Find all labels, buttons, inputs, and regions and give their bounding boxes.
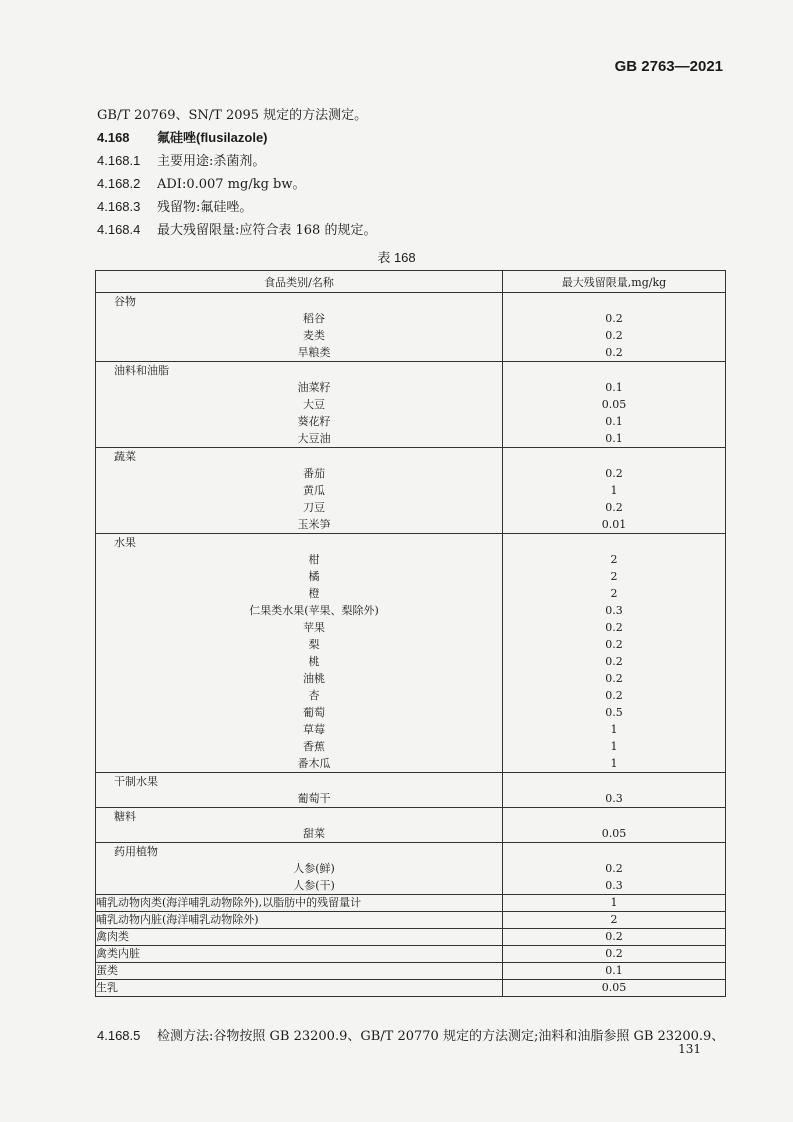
clause-number: 4.168.4 (97, 222, 141, 237)
section-heading (97, 127, 268, 146)
category-name: 糖料 (114, 810, 136, 823)
table-group-row (96, 293, 726, 362)
limit-value: 1 (610, 757, 618, 770)
limit-value: 0.2 (605, 621, 623, 634)
clause-number: 4.168.1 (97, 153, 141, 168)
limit-value: 0.05 (601, 827, 627, 840)
clause-number: 4.168.2 (97, 176, 141, 191)
food-category-cell: 哺乳动物肉类(海洋哺乳动物除外),以脂肪中的残留量计 (96, 895, 503, 912)
limit-value: 0.2 (605, 655, 623, 668)
clause-item (97, 196, 252, 215)
table-row (96, 929, 726, 946)
column-header-limit: 最大残留限量,mg/kg (503, 271, 726, 293)
limit-cell (503, 808, 726, 843)
food-category-cell: 禽类内脏 (96, 946, 503, 963)
limit-value: 1 (610, 740, 618, 753)
limit-value: 0.2 (605, 638, 623, 651)
footer-clause (97, 1025, 724, 1044)
category-name: 水果 (114, 536, 136, 549)
food-item-name: 黄瓜 (303, 484, 325, 497)
food-item-name: 香蕉 (303, 740, 325, 753)
food-item-name: 稻谷 (303, 312, 325, 325)
table-row (96, 980, 726, 997)
limit-value: 2 (503, 912, 726, 929)
table-group-row (96, 843, 726, 895)
food-category-cell (96, 773, 503, 808)
limit-value: 0.1 (503, 963, 726, 980)
limit-value: 0.2 (503, 946, 726, 963)
food-item-name: 番木瓜 (297, 757, 331, 770)
limit-value: 0.3 (605, 879, 623, 892)
category-name: 干制水果 (114, 775, 158, 788)
table-row (96, 912, 726, 929)
limit-value: 0.1 (605, 381, 623, 394)
food-category-cell: 生乳 (96, 980, 503, 997)
food-item-name: 葡萄干 (297, 792, 331, 805)
category-name: 谷物 (114, 295, 136, 308)
clause-text: 残留物:氟硅唑。 (157, 200, 253, 215)
food-category-cell: 禽肉类 (96, 929, 503, 946)
food-item-name: 旱粮类 (297, 346, 331, 359)
food-category-cell (96, 293, 503, 362)
limit-value: 0.2 (605, 672, 623, 685)
table-header-row (96, 271, 726, 293)
limit-value: 0.2 (605, 689, 623, 702)
food-category-cell (96, 534, 503, 773)
limit-value: 0.05 (503, 980, 726, 997)
table-group-row (96, 808, 726, 843)
limit-value: 0.2 (605, 467, 623, 480)
food-item-name: 大豆油 (297, 432, 331, 445)
spacer (503, 293, 725, 310)
page-number: 131 (678, 1042, 701, 1056)
clause-item (97, 173, 306, 192)
limit-cell (503, 293, 726, 362)
food-item-name: 杏 (308, 689, 320, 702)
food-item-name: 橘 (308, 570, 320, 583)
food-category-cell (96, 808, 503, 843)
spacer (503, 362, 725, 379)
spacer (503, 808, 725, 825)
food-item-name: 苹果 (303, 621, 325, 634)
food-item-name: 橙 (308, 587, 320, 600)
table-row (96, 963, 726, 980)
food-item-name: 玉米笋 (297, 518, 331, 531)
food-item-name: 葵花籽 (297, 415, 331, 428)
table-caption: 表 168 (377, 250, 416, 265)
clause-text: 检测方法:谷物按照 GB 23200.9、GB/T 20770 规定的方法测定;油料和油脂参照 GB 23200.9、 (157, 1029, 725, 1044)
limit-cell (503, 843, 726, 895)
category-name: 药用植物 (114, 845, 158, 858)
table-row (96, 895, 726, 912)
limit-value: 1 (610, 723, 618, 736)
food-item-name: 葡萄 (303, 706, 325, 719)
food-item-name: 草莓 (303, 723, 325, 736)
food-item-name: 梨 (308, 638, 320, 651)
limit-value: 0.5 (605, 706, 623, 719)
limit-value: 1 (610, 484, 618, 497)
limit-value: 0.2 (503, 929, 726, 946)
residue-limits-table (95, 270, 726, 997)
food-item-name: 人参(鲜) (293, 862, 335, 875)
table-row (96, 946, 726, 963)
limit-value: 0.2 (605, 862, 623, 875)
food-category-cell (96, 448, 503, 534)
food-item-name: 人参(干) (293, 879, 335, 892)
clause-text: 主要用途:杀菌剂。 (157, 154, 266, 169)
food-item-name: 桃 (308, 655, 320, 668)
limit-cell (503, 773, 726, 808)
limit-value: 2 (610, 570, 618, 583)
limit-value: 0.3 (605, 792, 623, 805)
standard-code: GB 2763—2021 (614, 58, 723, 75)
food-item-name: 番茄 (303, 467, 325, 480)
food-category-cell: 哺乳动物内脏(海洋哺乳动物除外) (96, 912, 503, 929)
limit-value: 0.2 (605, 329, 623, 342)
column-header-food: 食品类别/名称 (96, 271, 503, 293)
limit-value: 0.05 (601, 398, 627, 411)
category-name: 油料和油脂 (114, 364, 169, 377)
food-item-name: 仁果类水果(苹果、梨除外) (249, 604, 379, 617)
category-name: 蔬菜 (114, 450, 136, 463)
limit-value: 0.2 (605, 312, 623, 325)
spacer (503, 843, 725, 860)
table-group-row (96, 534, 726, 773)
food-item-name: 油桃 (303, 672, 325, 685)
limit-value: 2 (610, 553, 618, 566)
limit-value: 0.1 (605, 432, 623, 445)
food-item-name: 麦类 (303, 329, 325, 342)
clause-text: 最大残留限量:应符合表 168 的规定。 (157, 223, 377, 238)
food-item-name: 大豆 (303, 398, 325, 411)
limit-value: 0.01 (601, 518, 627, 531)
food-category-cell (96, 843, 503, 895)
table-body (96, 293, 726, 997)
clause-item (97, 150, 265, 169)
section-number: 4.168 (97, 130, 130, 145)
clause-number: 4.168.3 (97, 199, 141, 214)
intro-line: GB/T 20769、SN/T 2095 规定的方法测定。 (97, 108, 368, 123)
limit-cell (503, 362, 726, 448)
food-item-name: 刀豆 (303, 501, 325, 514)
limit-value: 0.3 (605, 604, 623, 617)
limit-value: 0.1 (605, 415, 623, 428)
table-group-row (96, 448, 726, 534)
limit-value: 0.2 (605, 501, 623, 514)
food-category-cell (96, 362, 503, 448)
clause-text: ADI:0.007 mg/kg bw。 (157, 177, 306, 192)
clause-number: 4.168.5 (97, 1028, 141, 1043)
spacer (503, 534, 725, 551)
limit-value: 1 (503, 895, 726, 912)
food-item-name: 甜菜 (303, 827, 325, 840)
section-title: 氟硅唑(flusilazole) (157, 130, 268, 145)
limit-value: 0.2 (605, 346, 623, 359)
food-category-cell: 蛋类 (96, 963, 503, 980)
table-group-row (96, 362, 726, 448)
food-item-name: 柑 (308, 553, 320, 566)
clause-item (97, 219, 376, 238)
table-group-row (96, 773, 726, 808)
spacer (503, 773, 725, 790)
limit-cell (503, 534, 726, 773)
limit-cell (503, 448, 726, 534)
food-item-name: 油菜籽 (297, 381, 331, 394)
limit-value: 2 (610, 587, 618, 600)
spacer (503, 448, 725, 465)
